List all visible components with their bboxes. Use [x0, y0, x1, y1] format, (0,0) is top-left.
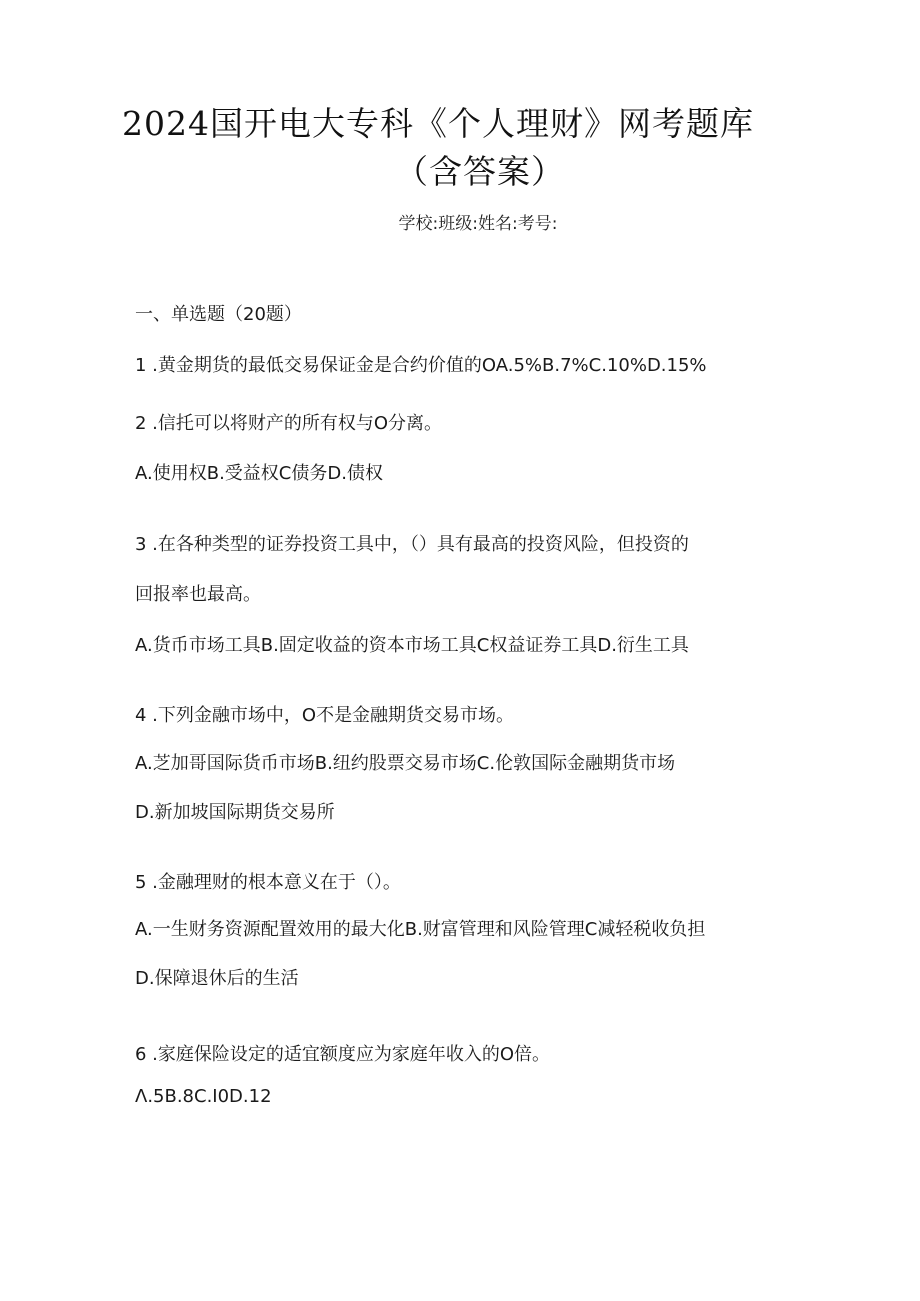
question-4-options: A.芝加哥国际货币市场B.纽约股票交易市场C.伦敦国际金融期货市场 — [135, 753, 676, 774]
question-4-stem: 4 .下列金融市场中，O不是金融期货交易市场。 — [135, 705, 515, 726]
question-3-stem: 3 .在各种类型的证券投资工具中，（）具有最高的投资风险，但投资的 — [135, 534, 689, 555]
section-heading: 一、单选题（20题） — [135, 304, 302, 325]
document-title: 2024国开电大专科《个人理财》网考题库 — [122, 104, 754, 143]
question-3-options: A.货币市场工具B.固定收益的资本市场工具C权益证券工具D.衍生工具 — [135, 635, 689, 656]
student-info-line: 学校:班级:姓名:考号: — [398, 214, 558, 234]
question-4-options-continued: D.新加坡国际期货交易所 — [135, 802, 335, 823]
document-subtitle: （含答案） — [395, 152, 565, 191]
question-2-stem: 2 .信托可以将财产的所有权与O分离。 — [135, 413, 443, 434]
question-5-options: A.一生财务资源配置效用的最大化B.财富管理和风险管理C减轻税收负担 — [135, 919, 706, 940]
question-5-stem: 5 .金融理财的根本意义在于（）。 — [135, 872, 401, 893]
question-3-stem-continued: 回报率也最高。 — [135, 584, 261, 605]
question-2-options: A.使用权B.受益权C债务D.债权 — [135, 463, 383, 484]
question-6-stem: 6 .家庭保险设定的适宜额度应为家庭年收入的O倍。 — [135, 1044, 551, 1065]
question-5-options-continued: D.保障退休后的生活 — [135, 968, 299, 989]
question-6-options: Λ.5B.8C.I0D.12 — [135, 1086, 272, 1107]
question-1-stem: 1 .黄金期货的最低交易保证金是合约价值的OA.5%B.7%C.10%D.15% — [135, 355, 707, 376]
